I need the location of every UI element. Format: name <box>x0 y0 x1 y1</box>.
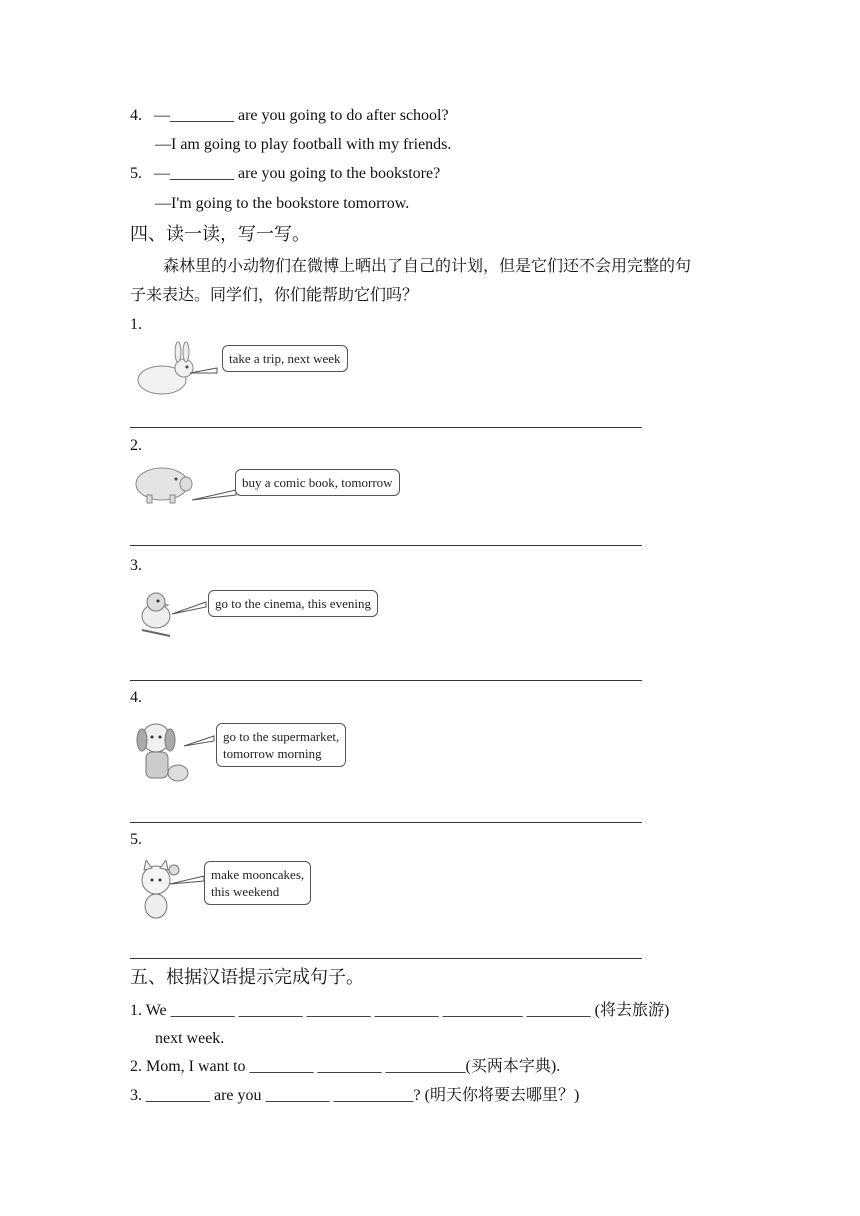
item-2-number: 2. <box>130 437 142 454</box>
question-5-answer: —I'm going to the bookstore tomorrow. <box>155 195 410 212</box>
section-5-question-1-line-1: 1. We ________ ________ ________ ________ __________ ________ (将去旅游) <box>130 1002 670 1019</box>
item-4-number: 4. <box>130 689 142 706</box>
question-4-answer: —I am going to play football with my friends. <box>155 136 452 153</box>
item-1-answer-line[interactable] <box>130 427 642 428</box>
section-5-question-1-line-2: next week. <box>155 1030 225 1047</box>
item-3-number: 3. <box>130 557 142 574</box>
question-5-prompt: 5. —________ are you going to the bookstore? <box>130 165 441 182</box>
item-5-speech-bubble: make mooncakes, this weekend <box>204 861 311 905</box>
bird-icon <box>134 588 214 643</box>
pig-icon <box>132 462 252 512</box>
section-5-question-3: 3. ________ are you ________ __________? (明天你将要去哪里？) <box>130 1087 580 1104</box>
item-1-number: 1. <box>130 316 142 333</box>
section-4-heading: 四、读一读，写一写。 <box>130 224 310 244</box>
item-3-answer-line[interactable] <box>130 680 642 681</box>
item-2-speech-bubble: buy a comic book, tomorrow <box>235 469 400 496</box>
section-4-intro-line-2: 子来表达。同学们，你们能帮助它们吗？ <box>130 287 419 304</box>
item-2-answer-line[interactable] <box>130 545 642 546</box>
section-5-heading: 五、根据汉语提示完成句子。 <box>130 967 364 987</box>
question-4-prompt: 4. —________ are you going to do after school? <box>130 107 449 124</box>
item-4-speech-bubble: go to the supermarket, tomorrow morning <box>216 723 346 767</box>
item-5-answer-line[interactable] <box>130 958 642 959</box>
cat-icon <box>132 860 212 922</box>
section-4-intro-line-1: 森林里的小动物们在微博上晒出了自己的计划，但是它们还不会用完整的句 <box>163 258 692 275</box>
item-5-number: 5. <box>130 831 142 848</box>
dog-icon <box>132 718 222 786</box>
item-1-speech-bubble: take a trip, next week <box>222 345 348 372</box>
item-3-speech-bubble: go to the cinema, this evening <box>208 590 378 617</box>
section-5-question-2: 2. Mom, I want to ________ ________ __________(买两本字典). <box>130 1058 561 1075</box>
item-4-answer-line[interactable] <box>130 822 642 823</box>
